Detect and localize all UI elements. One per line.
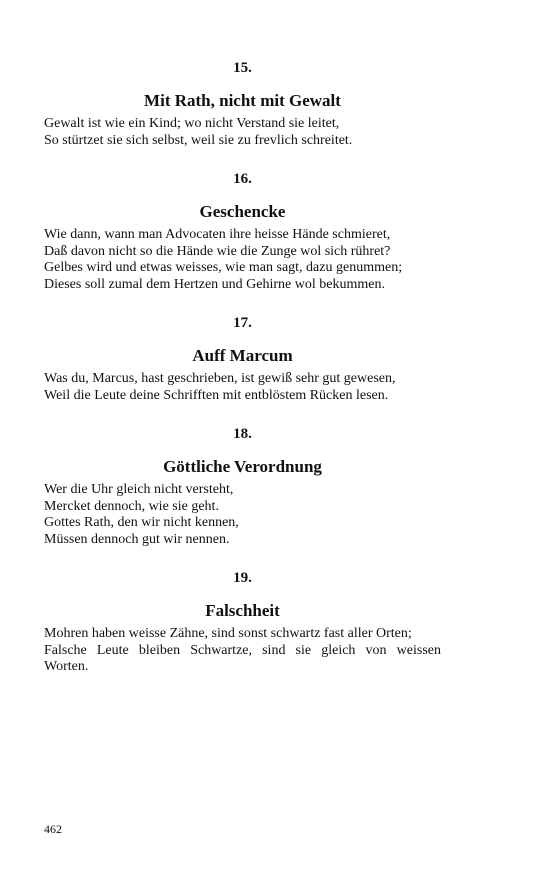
verse-line: Wie dann, wann man Advocaten ihre heisse Hände schmieret, — [44, 227, 391, 242]
poem-title: Göttliche Verordnung — [163, 457, 322, 476]
verse-line: Daß davon nicht so die Hände wie die Zunge wol sich rühret? — [44, 243, 391, 259]
verse-line: Gelbes wird und etwas weisses, wie man sagt, dazu genummen; — [44, 260, 403, 275]
verse-line: Falsche Leute bleiben Schwartze, sind sie gleich von weissen — [44, 642, 441, 658]
section-gap — [44, 548, 441, 568]
verse-line: Gewalt ist wie ein Kind; wo nicht Verstand sie leitet, — [44, 116, 340, 131]
verse-line: Weil die Leute deine Schrifften mit entblöstem Rücken lesen. — [44, 387, 389, 403]
verse-line: Mohren haben weisse Zähne, sind sonst schwartz fast aller Orten; — [44, 626, 412, 641]
verse-line: Mercket dennoch, wie sie geht. — [44, 498, 219, 514]
page-number: 462 — [44, 822, 62, 836]
page-content — [44, 58, 441, 676]
poem-17 — [44, 313, 441, 404]
verse-line: Worten. — [44, 659, 89, 674]
poem-number: 16. — [233, 171, 252, 187]
poem-16 — [44, 169, 441, 293]
verse-line: Gottes Rath, den wir nicht kennen, — [44, 515, 239, 530]
verse-line: Wer die Uhr gleich nicht versteht, — [44, 482, 234, 497]
poem-19 — [44, 568, 441, 676]
poem-number: 17. — [233, 315, 252, 331]
poem-title: Falschheit — [205, 601, 280, 620]
poem-title: Mit Rath, nicht mit Gewalt — [144, 91, 341, 110]
poem-15 — [44, 58, 441, 149]
verse-line: So stürtzet sie sich selbst, weil sie zu frevlich schreitet. — [44, 132, 353, 148]
poem-18 — [44, 424, 441, 548]
verse-line: Was du, Marcus, hast geschrieben, ist gewiß sehr gut gewesen, — [44, 371, 396, 386]
section-gap — [44, 149, 441, 169]
section-gap — [44, 404, 441, 424]
poem-number: 19. — [233, 570, 252, 586]
poem-number: 18. — [233, 426, 252, 442]
section-gap — [44, 293, 441, 313]
poem-title: Auff Marcum — [192, 346, 293, 365]
verse-line: Müssen dennoch gut wir nennen. — [44, 531, 230, 547]
poem-number: 15. — [233, 60, 252, 76]
verse-line: Dieses soll zumal dem Hertzen und Gehirne wol bekummen. — [44, 276, 385, 292]
poem-title: Geschencke — [199, 202, 286, 221]
